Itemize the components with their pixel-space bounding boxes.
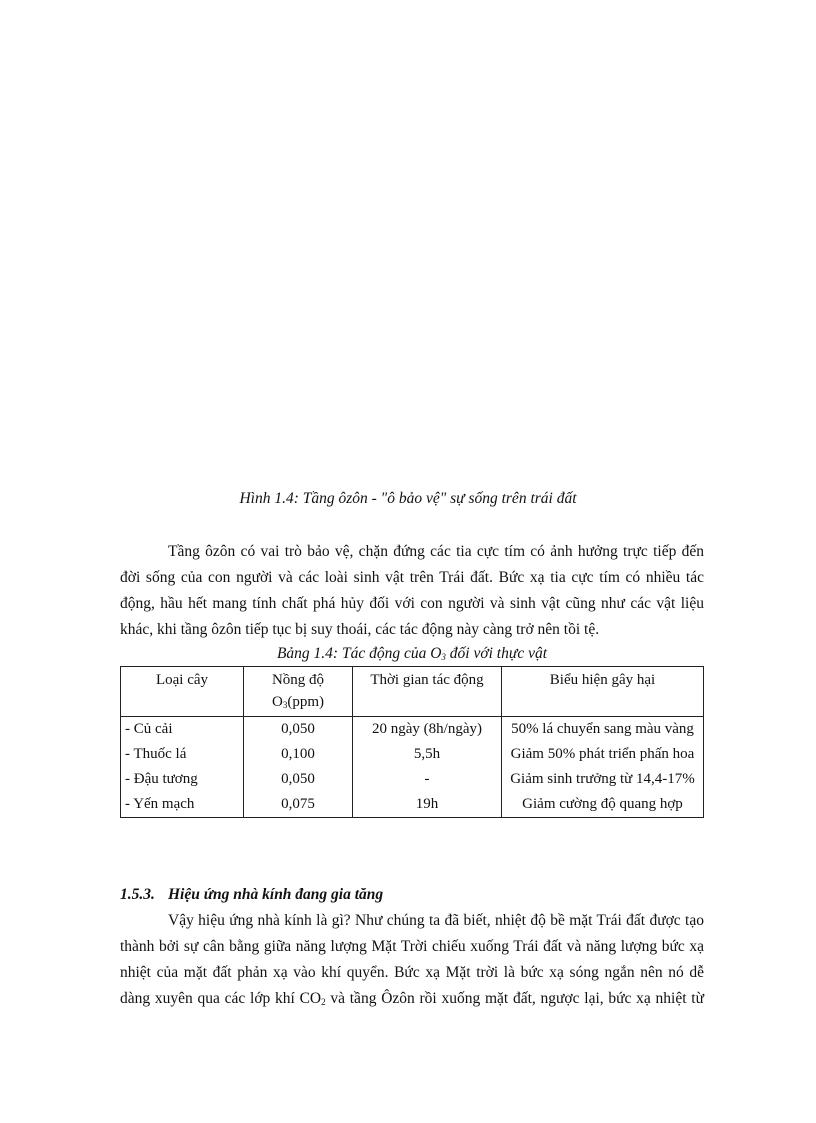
header-plant: Loại cây (121, 667, 244, 717)
section-heading (120, 886, 704, 904)
header-time: Thời gian tác động (353, 667, 502, 717)
figure-caption: Hình 1.4: Tầng ôzôn - "ô bảo vệ" sự sống trên trái đất (239, 490, 577, 507)
cell-plant: - Yến mạch (121, 792, 244, 818)
section-title: Hiệu ứng nhà kính đang gia tăng (168, 886, 384, 903)
cell-plant: - Thuốc lá (121, 742, 244, 767)
paragraph-line: động, hầu hết mang tính chất phá hủy đối với con người và sinh vật cũng như các vật liệu (120, 595, 704, 612)
cell-concentration: 0,050 (244, 767, 353, 792)
paragraph-line: Vậy hiệu ứng nhà kính là gì? Như chúng ta đã biết, nhiệt độ bề mặt Trái đất được tạo (168, 912, 704, 929)
cell-effect: 50% lá chuyển sang màu vàng (502, 717, 704, 743)
cell-plant: - Củ cải (121, 717, 244, 743)
cell-time: 20 ngày (8h/ngày) (353, 717, 502, 743)
cell-effect: Giảm cường độ quang hợp (502, 792, 704, 818)
greenhouse-paragraph (120, 908, 704, 1015)
section-number: 1.5.3. (120, 886, 155, 903)
cell-effect: Giảm 50% phát triển phấn hoa (502, 742, 704, 767)
ozone-effects-table (120, 666, 704, 818)
cell-concentration: 0,050 (244, 717, 353, 743)
cell-plant: - Đậu tương (121, 767, 244, 792)
header-effect: Biểu hiện gây hại (502, 667, 704, 717)
table-row (121, 792, 704, 818)
cell-concentration: 0,075 (244, 792, 353, 818)
table-row (121, 767, 704, 792)
paragraph-line: nhiệt của mặt đất phản xạ vào khí quyển. Bức xạ Mặt trời là bức xạ sóng ngắn nên nó dễ (120, 964, 704, 981)
paragraph-line: thành bởi sự cân bằng giữa năng lượng Mặt Trời chiếu xuống Trái đất và năng lượng bức xạ (120, 938, 704, 955)
table-caption: Bảng 1.4: Tác động của $O_3$ đối với thực vật (276, 645, 548, 662)
paragraph-line: dàng xuyên qua các lớp khí $CO_2$ và tầng Ôzôn rồi xuống mặt đất, ngược lại, bức xạ nhiệt từ (120, 990, 704, 1007)
cell-concentration: 0,100 (244, 742, 353, 767)
cell-time: - (353, 767, 502, 792)
header-concentration: Nồng độ $O_3(ppm)$ (244, 667, 353, 717)
paragraph-line: đời sống của con người và các loài sinh vật trên Trái đất. Bức xạ tia cực tím có nhiều tác (120, 569, 704, 586)
table-header-row (121, 667, 704, 717)
cell-time: 5,5h (353, 742, 502, 767)
paragraph-line: Tầng ôzôn có vai trò bảo vệ, chặn đứng các tia cực tím có ảnh hưởng trực tiếp đến (168, 543, 704, 560)
cell-effect: Giảm sinh trưởng từ 14,4-17% (502, 767, 704, 792)
ozone-paragraph (120, 539, 704, 643)
paragraph-line: khác, khi tầng ôzôn tiếp tục bị suy thoái, các tác động này càng trở nên tồi tệ. (120, 621, 600, 638)
table-row (121, 742, 704, 767)
cell-time: 19h (353, 792, 502, 818)
table-row (121, 717, 704, 743)
